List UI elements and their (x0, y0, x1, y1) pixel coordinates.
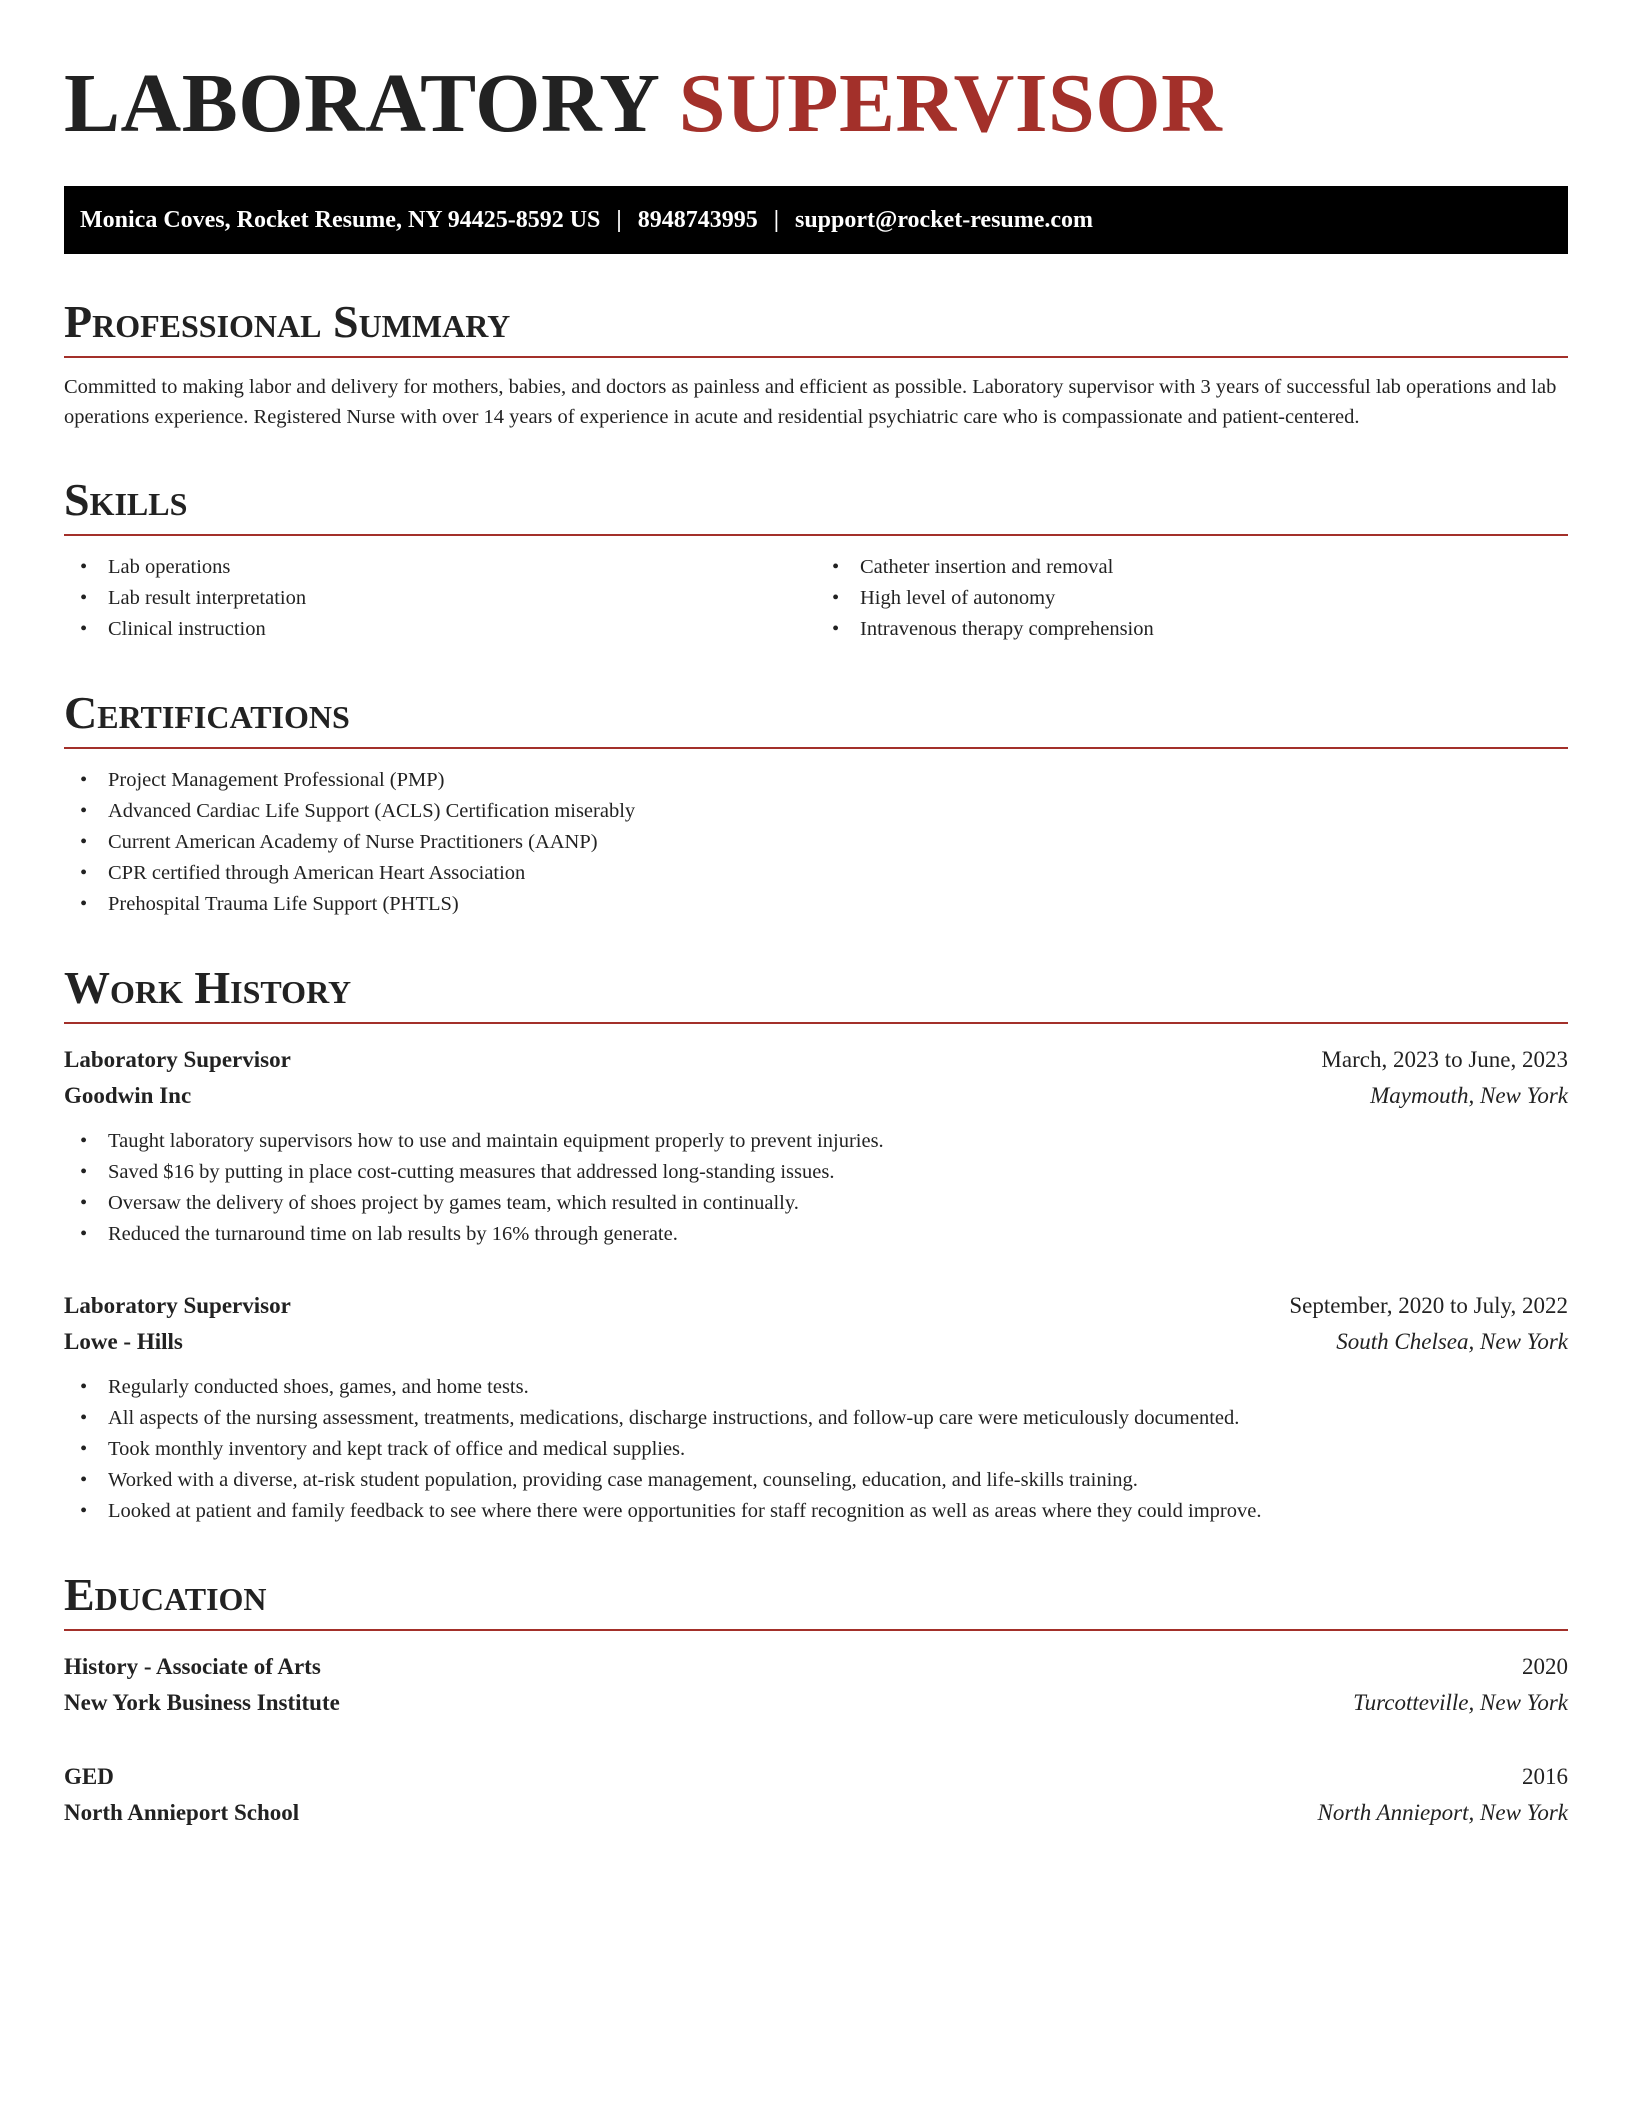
list-item: • High level of autonomy (816, 583, 1568, 614)
job-dates: March, 2023 to June, 2023 (1321, 1047, 1568, 1072)
list-item: • CPR certified through American Heart Association (64, 858, 1568, 889)
job-location: Maymouth, New York (1370, 1083, 1568, 1108)
job-bullets (64, 1372, 1568, 1527)
contact-separator: | (616, 206, 622, 233)
list-item: • Worked with a diverse, at-risk student population, providing case management, counseling, education, and life-skills training. (64, 1465, 1568, 1496)
work-history-section (64, 962, 1568, 1527)
job-company: Lowe - Hills (64, 1329, 183, 1354)
education-school: North Annieport School (64, 1800, 300, 1825)
section-heading: Professional Summary (64, 296, 1568, 358)
list-item: • Clinical instruction (64, 614, 816, 645)
list-item: • Took monthly inventory and kept track of office and medical supplies. (64, 1434, 1568, 1465)
list-item: • Saved $16 by putting in place cost-cutting measures that addressed long-standing issues. (64, 1157, 1568, 1188)
job-header-row (64, 1288, 1568, 1324)
contact-bar (64, 186, 1568, 254)
contact-email[interactable]: support@rocket-resume.com (794, 206, 1094, 233)
education-degree: History - Associate of Arts (64, 1654, 321, 1679)
section-heading: Work History (64, 962, 1568, 1024)
job-bullets (64, 1126, 1568, 1250)
contact-address: Monica Coves, Rocket Resume, NY 94425-8592 US (80, 206, 601, 233)
list-item: • Reduced the turnaround time on lab results by 16% through generate. (64, 1219, 1568, 1250)
section-heading: Education (64, 1569, 1568, 1631)
list-item: • Oversaw the delivery of shoes project by games team, which resulted in continually. (64, 1188, 1568, 1219)
skills-section (64, 474, 1568, 645)
job-title: Laboratory Supervisor (64, 1293, 291, 1318)
education-location: Turcotteville, New York (1353, 1690, 1568, 1715)
list-item: • Looked at patient and family feedback to see where there were opportunities for staff recognition as well as areas where they could improve. (64, 1496, 1568, 1527)
professional-summary-section (64, 296, 1568, 432)
contact-phone: 8948743995 (637, 206, 758, 233)
education-header-row (64, 1759, 1568, 1795)
education-header-row (64, 1649, 1568, 1685)
list-item: • All aspects of the nursing assessment, treatments, medications, discharge instructions, and follow-up care were meticulously documented. (64, 1403, 1568, 1434)
job-company-row (64, 1078, 1568, 1114)
resume-title (64, 56, 1568, 152)
education-entry (64, 1649, 1568, 1721)
education-location: North Annieport, New York (1317, 1800, 1568, 1825)
section-heading: Certifications (64, 687, 1568, 749)
education-section (64, 1569, 1568, 1831)
list-item: • Lab operations (64, 552, 816, 583)
skills-columns (64, 552, 1568, 645)
contact-separator: | (773, 206, 779, 233)
job-company: Goodwin Inc (64, 1083, 192, 1108)
skills-list-left (64, 552, 816, 645)
list-item: • Project Management Professional (PMP) (64, 765, 1568, 796)
section-heading: Skills (64, 474, 1568, 536)
education-year: 2016 (1522, 1764, 1568, 1789)
job-title: Laboratory Supervisor (64, 1047, 291, 1072)
job-company-row (64, 1324, 1568, 1360)
summary-text: Committed to making labor and delivery for mothers, babies, and doctors as painless and efficient as possible. Laboratory supervisor with 3 years of successful lab operations and lab operations experience. Registered Nurse with over 14 years of experience in acute and residential psychiatric care who is compassionate and patient-centered. (64, 376, 1557, 428)
education-school-row (64, 1795, 1568, 1831)
title-part-2: SUPERVISOR (678, 57, 1223, 150)
job-location: South Chelsea, New York (1336, 1329, 1568, 1354)
list-item: • Catheter insertion and removal (816, 552, 1568, 583)
certifications-section (64, 687, 1568, 920)
job-header-row (64, 1042, 1568, 1078)
list-item: • Prehospital Trauma Life Support (PHTLS) (64, 889, 1568, 920)
job-entry (64, 1288, 1568, 1527)
list-item: • Intravenous therapy comprehension (816, 614, 1568, 645)
education-year: 2020 (1522, 1654, 1568, 1679)
education-degree: GED (64, 1764, 114, 1789)
list-item: • Advanced Cardiac Life Support (ACLS) Certification miserably (64, 796, 1568, 827)
education-school-row (64, 1685, 1568, 1721)
list-item: • Taught laboratory supervisors how to use and maintain equipment properly to prevent injuries. (64, 1126, 1568, 1157)
title-part-1: LABORATORY (64, 57, 658, 150)
skills-list-right (816, 552, 1568, 645)
job-entry (64, 1042, 1568, 1250)
list-item: • Lab result interpretation (64, 583, 816, 614)
job-dates: September, 2020 to July, 2022 (1289, 1293, 1568, 1318)
education-school: New York Business Institute (64, 1690, 340, 1715)
list-item: • Regularly conducted shoes, games, and home tests. (64, 1372, 1568, 1403)
education-entry (64, 1759, 1568, 1831)
certifications-list (64, 765, 1568, 920)
list-item: • Current American Academy of Nurse Practitioners (AANP) (64, 827, 1568, 858)
